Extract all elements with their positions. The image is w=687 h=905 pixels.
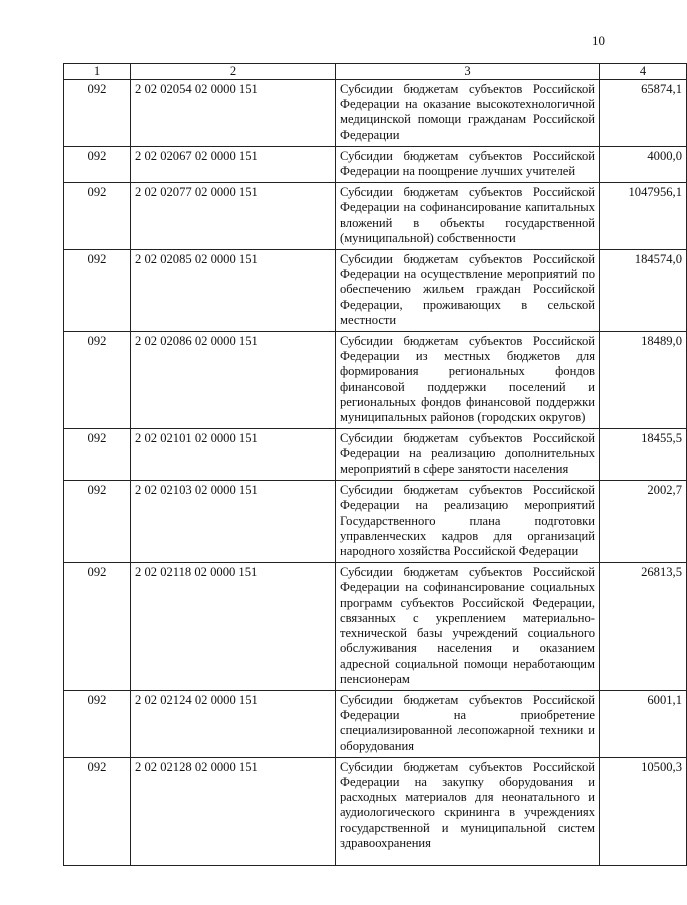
amount-cell: 18489,0 bbox=[600, 332, 687, 429]
budget-code-cell: 2 02 02118 02 0000 151 bbox=[131, 563, 336, 691]
description-cell: Субсидии бюджетам субъектов Российской Федерации на реализацию дополнительных мероприятий в сфере занятости населения bbox=[336, 429, 600, 481]
description-cell: Субсидии бюджетам субъектов Российской Федерации на софинансирование социальных программ субъектов Российской Федерации, связанных с укреплением материально-технической базы учреждений социального обслуживания населения и оказанием адресной социальной помощи неработающим пенсионерам bbox=[336, 563, 600, 691]
table-row bbox=[64, 183, 687, 250]
budget-code-cell: 2 02 02101 02 0000 151 bbox=[131, 429, 336, 481]
org-code-cell: 092 bbox=[64, 80, 131, 147]
column-header-1: 1 bbox=[64, 64, 131, 80]
column-header-2: 2 bbox=[131, 64, 336, 80]
org-code-cell: 092 bbox=[64, 563, 131, 691]
description-cell: Субсидии бюджетам субъектов Российской Федерации на закупку оборудования и расходных материалов для неонатального и аудиологического скрининга в учреждениях государственной и муниципальной систем здравоохранения bbox=[336, 757, 600, 865]
org-code-cell: 092 bbox=[64, 183, 131, 250]
budget-code-cell: 2 02 02128 02 0000 151 bbox=[131, 757, 336, 865]
org-code-cell: 092 bbox=[64, 690, 131, 757]
org-code-cell: 092 bbox=[64, 332, 131, 429]
amount-cell: 6001,1 bbox=[600, 690, 687, 757]
org-code-cell: 092 bbox=[64, 481, 131, 563]
description-cell: Субсидии бюджетам субъектов Российской Федерации на реализацию мероприятий Государственного плана подготовки управленческих кадров для организаций народного хозяйства Российской Федерации bbox=[336, 481, 600, 563]
header-row bbox=[64, 64, 687, 80]
budget-code-cell: 2 02 02077 02 0000 151 bbox=[131, 183, 336, 250]
description-cell: Субсидии бюджетам субъектов Российской Федерации на поощрение лучших учителей bbox=[336, 146, 600, 182]
description-cell: Субсидии бюджетам субъектов Российской Федерации на приобретение специализированной лесопожарной техники и оборудования bbox=[336, 690, 600, 757]
table-row bbox=[64, 250, 687, 332]
page-number: 10 bbox=[592, 33, 605, 48]
description-cell: Субсидии бюджетам субъектов Российской Федерации на оказание высокотехнологичной медицинской помощи гражданам Российской Федерации bbox=[336, 80, 600, 147]
table-row bbox=[64, 481, 687, 563]
column-header-4: 4 bbox=[600, 64, 687, 80]
amount-cell: 10500,3 bbox=[600, 757, 687, 865]
description-cell: Субсидии бюджетам субъектов Российской Федерации из местных бюджетов для формирования региональных фондов финансовой поддержки поселений и региональных фондов финансовой поддержки муниципальных районов (городских округов) bbox=[336, 332, 600, 429]
column-header-3: 3 bbox=[336, 64, 600, 80]
budget-code-cell: 2 02 02054 02 0000 151 bbox=[131, 80, 336, 147]
table-row bbox=[64, 757, 687, 865]
table-header bbox=[64, 64, 687, 80]
table-row bbox=[64, 80, 687, 147]
description-cell: Субсидии бюджетам субъектов Российской Федерации на софинансирование капитальных вложений в объекты государственной (муниципальной) собственности bbox=[336, 183, 600, 250]
table-row bbox=[64, 332, 687, 429]
table-row bbox=[64, 429, 687, 481]
budget-code-cell: 2 02 02085 02 0000 151 bbox=[131, 250, 336, 332]
amount-cell: 184574,0 bbox=[600, 250, 687, 332]
org-code-cell: 092 bbox=[64, 757, 131, 865]
amount-cell: 4000,0 bbox=[600, 146, 687, 182]
amount-cell: 2002,7 bbox=[600, 481, 687, 563]
table-row bbox=[64, 690, 687, 757]
org-code-cell: 092 bbox=[64, 250, 131, 332]
table-body bbox=[64, 80, 687, 866]
amount-cell: 18455,5 bbox=[600, 429, 687, 481]
description-cell: Субсидии бюджетам субъектов Российской Федерации на осуществление мероприятий по обеспечению жильем граждан Российской Федерации, проживающих в сельской местности bbox=[336, 250, 600, 332]
amount-cell: 65874,1 bbox=[600, 80, 687, 147]
budget-code-cell: 2 02 02067 02 0000 151 bbox=[131, 146, 336, 182]
amount-cell: 26813,5 bbox=[600, 563, 687, 691]
budget-code-cell: 2 02 02103 02 0000 151 bbox=[131, 481, 336, 563]
table-row bbox=[64, 146, 687, 182]
org-code-cell: 092 bbox=[64, 429, 131, 481]
org-code-cell: 092 bbox=[64, 146, 131, 182]
budget-table bbox=[63, 63, 687, 866]
budget-code-cell: 2 02 02086 02 0000 151 bbox=[131, 332, 336, 429]
amount-cell: 1047956,1 bbox=[600, 183, 687, 250]
table-row bbox=[64, 563, 687, 691]
budget-code-cell: 2 02 02124 02 0000 151 bbox=[131, 690, 336, 757]
